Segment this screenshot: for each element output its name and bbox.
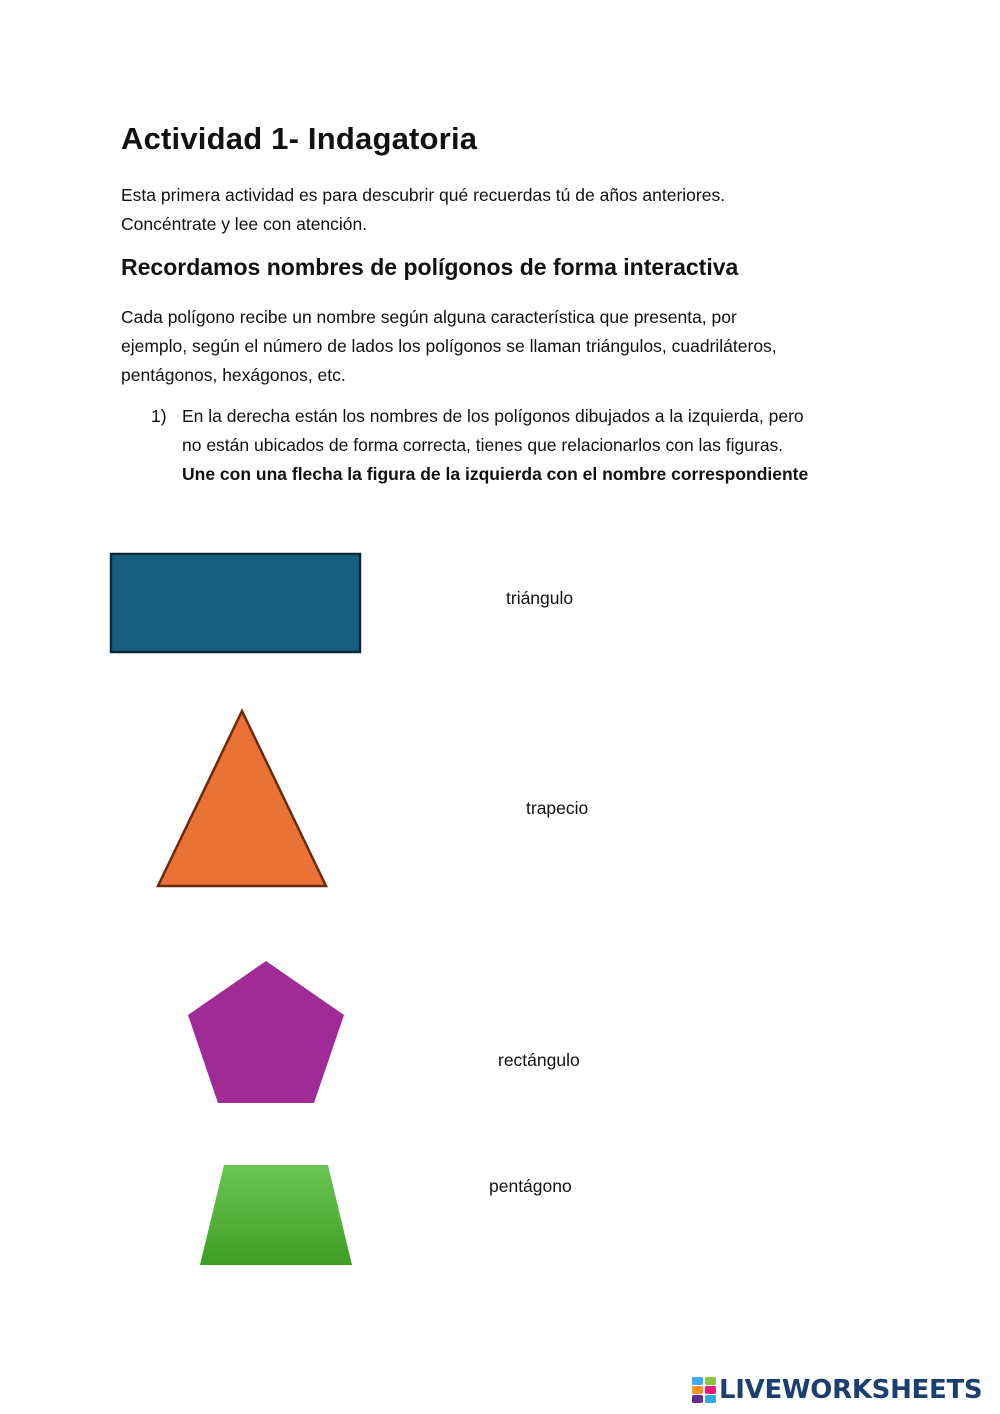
liveworksheets-logo-icon	[692, 1377, 716, 1403]
instruction-bold-line: Une con una flecha la figura de la izquierda con el nombre correspondiente	[182, 464, 809, 484]
paragraph-line-1: Cada polígono recibe un nombre según alguna característica que presenta, por	[121, 307, 737, 327]
paragraph-line-2: ejemplo, según el número de lados los polígonos se llaman triángulos, cuadriláteros,	[121, 336, 777, 356]
instruction-line-1: En la derecha están los nombres de los polígonos dibujados a la izquierda, pero	[182, 406, 804, 426]
instruction-text	[182, 402, 902, 489]
pentagon-shape[interactable]	[186, 959, 346, 1105]
pentagon-body	[188, 961, 344, 1103]
intro-text	[121, 181, 881, 239]
label-pentagono[interactable]: pentágono	[489, 1176, 572, 1196]
trapezoid-body	[200, 1165, 352, 1265]
trapezoid-shape[interactable]	[198, 1163, 354, 1267]
label-triangulo[interactable]: triángulo	[506, 588, 574, 608]
liveworksheets-brand: LIVEWORKSHEETS	[719, 1375, 983, 1405]
intro-line-1: Esta primera actividad es para descubrir qué recuerdas tú de años anteriores.	[121, 185, 726, 205]
intro-line-2: Concéntrate y lee con atención.	[121, 214, 368, 234]
page-title: Actividad 1- Indagatoria	[121, 121, 478, 156]
instruction-number: 1)	[151, 406, 167, 426]
triangle-body	[158, 711, 326, 886]
instruction-line-2: no están ubicados de forma correcta, tienes que relacionarlos con las figuras.	[182, 435, 784, 455]
triangle-shape[interactable]	[154, 708, 330, 889]
rectangle-body	[111, 554, 360, 652]
paragraph-line-3: pentágonos, hexágonos, etc.	[121, 365, 346, 385]
rectangle-shape[interactable]	[109, 552, 363, 654]
label-trapecio[interactable]: trapecio	[526, 798, 589, 818]
label-rectangulo[interactable]: rectángulo	[498, 1050, 580, 1070]
section-subtitle: Recordamos nombres de polígonos de forma interactiva	[121, 254, 739, 280]
liveworksheets-logo	[692, 1372, 982, 1408]
section-paragraph	[121, 303, 881, 390]
